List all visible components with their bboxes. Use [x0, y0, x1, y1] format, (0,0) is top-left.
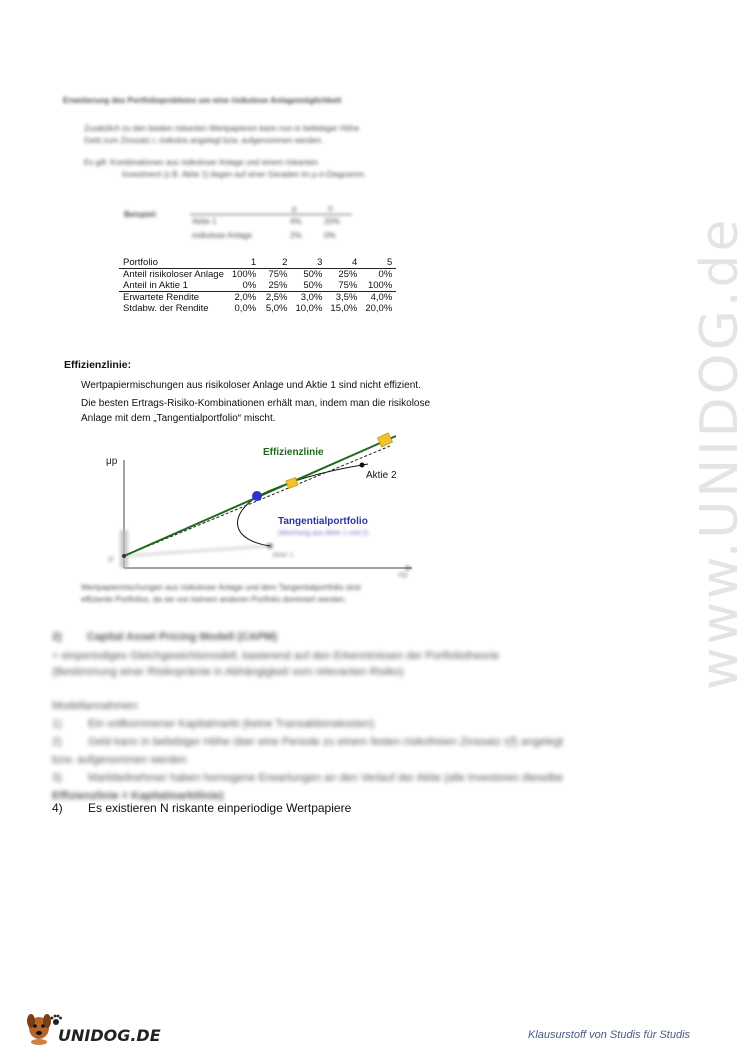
table-cell: 10,0% — [295, 303, 323, 314]
table-row-label: Anteil risikoloser Anlage — [123, 269, 224, 280]
capm-number: 2) — [52, 631, 62, 643]
example-col-sigma: σ — [328, 204, 333, 213]
y-axis-label: μp — [106, 456, 118, 467]
assumption-text: bzw. aufgenommen werden — [52, 754, 187, 766]
table-header-cell: Portfolio — [119, 257, 228, 269]
efficiency-diagram — [100, 430, 430, 580]
rule-line: Investment (z.B. Aktie 1) liegen auf einer Geraden im μ-σ-Diagramm. — [122, 170, 366, 179]
assumption-item — [52, 751, 692, 769]
assumption-item — [52, 733, 692, 751]
watermark: www.UNIDOG.de — [690, 216, 750, 690]
table-row — [119, 292, 396, 304]
caption-line: effiziente Portfolios, da sie von keinem anderen Portfolio dominiert werden. — [81, 595, 347, 604]
paw-icon — [50, 1014, 62, 1026]
rf-label: rf — [108, 555, 113, 564]
table-cell: 15,0% — [330, 303, 358, 314]
example-row-sigma: 0% — [324, 231, 336, 240]
assumption-text: Marktteilnehmer haben homogene Erwartungen an den Verlauf der Aktie (alle Investoren dieselbe — [88, 772, 564, 784]
effizienz-line: Die besten Ertrags-Risiko-Kombinationen erhält man, indem man die risikolose — [81, 398, 431, 409]
diagram-caption — [81, 582, 360, 606]
example-rule — [190, 214, 352, 215]
x-axis-label: σp — [398, 570, 408, 579]
table-cell: 100% — [367, 280, 393, 291]
table-row-label: Stdabw. der Rendite — [123, 303, 209, 314]
capm-assumptions — [52, 697, 692, 805]
capm-line: (Bestimmung einer Risikoprämie in Abhängigkeit vom relevanten Risiko) — [52, 666, 404, 678]
aktie1-label: Aktie 1 — [272, 552, 294, 559]
table-row — [119, 280, 396, 292]
table-cell: 0,0% — [234, 303, 257, 314]
table-header-row — [119, 257, 396, 269]
footer-tagline: Klausurstoff von Studis für Studis — [528, 1029, 691, 1041]
table-cell: 2,0% — [228, 292, 260, 304]
footer-logo — [24, 1012, 161, 1046]
table-row-label: Anteil in Aktie 1 — [123, 280, 188, 291]
table-cell: 3,0% — [291, 292, 326, 304]
assumption-text: Es existieren N riskante einperiodige Wertpapiere — [88, 801, 352, 815]
rf-shade — [120, 530, 128, 568]
tangential-point — [252, 491, 262, 501]
table-cell: 25% — [338, 269, 358, 280]
caption-line: Wertpapiermischungen aus risikoloser Anlage und dem Tangentialportfolio sind — [81, 583, 361, 592]
table-header-cell: 3 — [291, 257, 326, 269]
example-col-mu: μ — [292, 204, 297, 213]
tangential-label: Tangentialportfolio — [278, 516, 368, 527]
table-cell: 50% — [303, 280, 323, 291]
table-header-cell: 4 — [326, 257, 361, 269]
example-row-sigma: 20% — [324, 217, 341, 226]
effizienz-line: Wertpapiermischungen aus risikoloser Anlage und Aktie 1 sind nicht effizient. — [81, 380, 421, 391]
assumption-num: 4) — [52, 801, 63, 815]
assumption-num: 2) — [52, 736, 62, 748]
assumption-text: Ein vollkommener Kapitalmarkt (keine Transaktionskosten) — [88, 718, 375, 730]
aktie1-point — [268, 544, 273, 549]
section-heading: Erweiterung des Portfolioproblems um eine risikolose Anlagemöglichkeit — [63, 96, 342, 105]
assumption-item — [52, 715, 692, 733]
capm-definition — [52, 648, 499, 680]
example-label: Beispiel: — [124, 210, 158, 219]
table-cell: 4,0% — [361, 292, 396, 304]
effizienz-text — [81, 378, 430, 426]
assumption-text: Effizienzlinie = Kapitalmarktlinie) — [52, 790, 224, 802]
tangential-sublabel: (Mischung aus Aktie 1 und 2) — [278, 530, 369, 537]
table-row — [119, 303, 396, 314]
table-cell: 75% — [268, 269, 288, 280]
example-block — [124, 203, 364, 243]
intro-line: Zusätzlich zu den beiden riskanten Wertpapieren kann nun in beliebiger Höhe — [84, 124, 360, 133]
rule-line: Es gilt: Kombinationen aus risikoloser Anlage und einem riskanten — [84, 158, 318, 167]
table-cell: 0% — [378, 269, 393, 280]
effizienz-line: Anlage mit dem „Tangentialportfolio“ mischt. — [81, 413, 276, 424]
logo-text: UNIDOG.DE — [58, 1026, 161, 1045]
marker-square — [286, 478, 298, 489]
rf-point — [122, 554, 126, 558]
aktie2-label: Aktie 2 — [366, 470, 397, 481]
rf-aktie1-line — [124, 546, 270, 556]
table-cell: 20,0% — [365, 303, 393, 314]
table-cell: 0% — [242, 280, 257, 291]
assumption-item-4 — [52, 801, 351, 815]
intro-line: Geld zum Zinssatz r, risikolos angelegt bzw. aufgenommen werden. — [84, 136, 324, 145]
table-cell: 3,5% — [326, 292, 361, 304]
table-row — [119, 269, 396, 281]
table-header-cell: 5 — [361, 257, 396, 269]
capm-title: Capital Asset Pricing Modell (CAPM) — [86, 631, 278, 643]
table-row-label: Erwartete Rendite — [119, 292, 228, 304]
intro-paragraph — [84, 123, 359, 147]
table-cell: 2,5% — [260, 292, 291, 304]
assumption-item — [52, 769, 692, 787]
assumption-num: 1) — [52, 718, 62, 730]
assumption-num: 3) — [52, 772, 62, 784]
assumptions-heading: Modellannahmen: — [52, 700, 140, 712]
table-cell: 50% — [303, 269, 323, 280]
portfolio-table — [119, 257, 396, 314]
effizienz-heading: Effizienzlinie: — [64, 359, 132, 371]
table-cell: 100% — [231, 269, 257, 280]
example-row-name: risikolose Anlage — [192, 231, 253, 240]
example-row-mu: 4% — [290, 217, 302, 226]
table-cell: 75% — [338, 280, 358, 291]
table-cell: 25% — [268, 280, 288, 291]
example-row-mu: 2% — [290, 231, 302, 240]
capm-heading — [52, 631, 277, 643]
example-row-name: Aktie 1 — [192, 217, 217, 226]
aktie2-point — [360, 463, 365, 468]
table-cell: 5,0% — [265, 303, 288, 314]
efficiency-line-label: Effizienzlinie — [263, 447, 324, 458]
capm-line: = einperiodiges Gleichgewichtsmodell, basierend auf den Erkenntnissen der Portfoliotheorie — [52, 650, 500, 662]
rule-paragraph — [84, 157, 366, 181]
assumption-text: Geld kann in beliebiger Höhe über eine Periode zu einem festen risikofreien Zinssatz r(f) angelegt — [88, 736, 564, 748]
marker-square — [377, 433, 392, 447]
table-header-cell: 2 — [260, 257, 291, 269]
table-header-cell: 1 — [228, 257, 260, 269]
